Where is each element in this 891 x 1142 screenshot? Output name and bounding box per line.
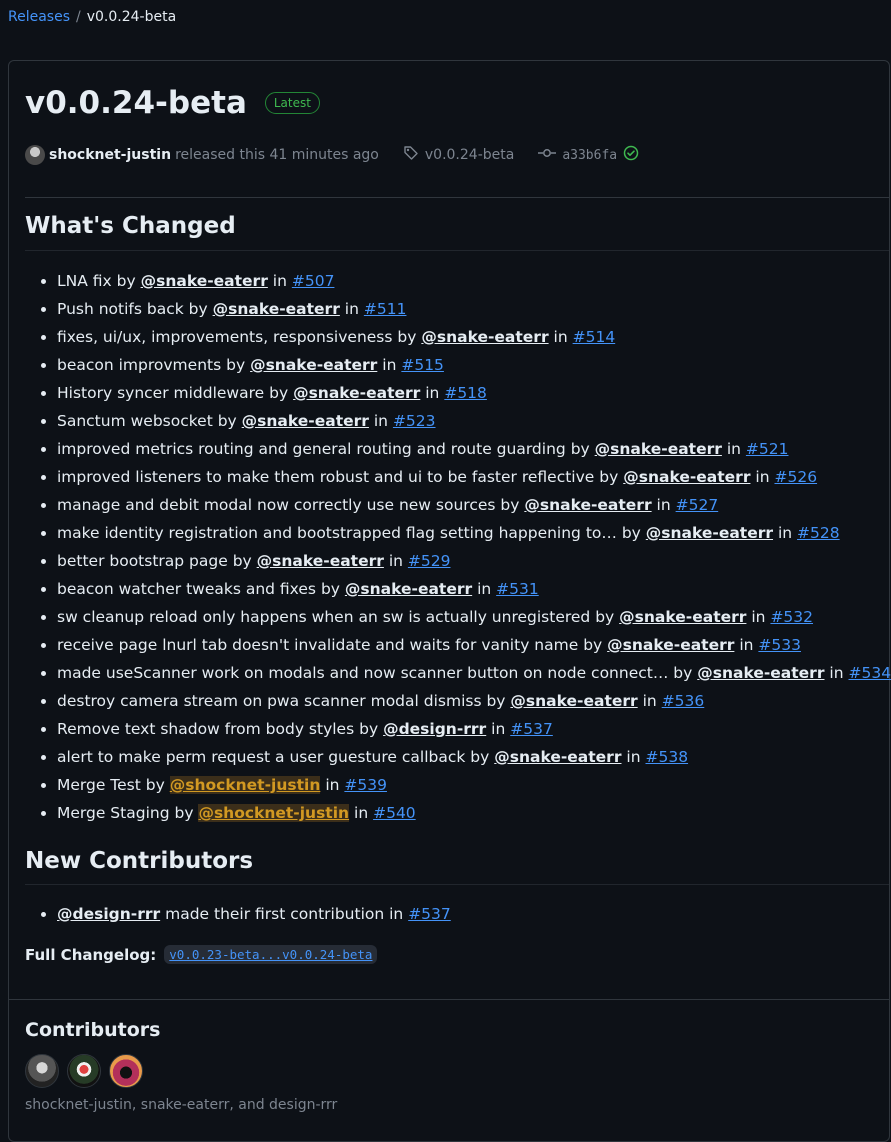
breadcrumb-current: v0.0.24-beta	[87, 9, 176, 25]
pr-link[interactable]: #528	[797, 524, 840, 542]
breadcrumb-releases-link[interactable]: Releases	[8, 9, 70, 25]
pr-link[interactable]: #537	[510, 720, 553, 738]
avatar[interactable]	[25, 1054, 59, 1088]
author-user-link[interactable]: @snake-eaterr	[421, 328, 548, 346]
list-item	[57, 295, 891, 323]
change-text: improved metrics routing and general routing and route guarding	[57, 440, 566, 458]
by-text: by	[359, 720, 378, 738]
author-user-link[interactable]: @snake-eaterr	[257, 552, 384, 570]
changelog-label: Full Changelog:	[25, 946, 156, 964]
contributor-names: shocknet-justin, snake-eaterr, and design-rrr	[25, 1097, 337, 1113]
author-user-link[interactable]: @snake-eaterr	[510, 692, 637, 710]
change-text: better bootstrap page	[57, 552, 228, 570]
by-text: by	[571, 440, 590, 458]
change-text: LNA fix	[57, 272, 112, 290]
pr-link[interactable]: #515	[401, 356, 444, 374]
change-text: manage and debit modal now correctly use new sources	[57, 496, 495, 514]
pr-link[interactable]: #536	[662, 692, 705, 710]
list-item	[57, 407, 891, 435]
changes-list	[25, 267, 891, 827]
change-text: Remove text shadow from body styles	[57, 720, 354, 738]
author-user-link[interactable]: @snake-eaterr	[293, 384, 420, 402]
in-text: in	[554, 328, 568, 346]
in-text: in	[829, 664, 843, 682]
contributors-heading: Contributors	[25, 1019, 160, 1041]
new-contributors-heading: New Contributors	[25, 848, 253, 874]
list-item	[57, 901, 451, 927]
by-text: by	[233, 552, 252, 570]
in-text: in	[643, 692, 657, 710]
in-text: in	[382, 356, 396, 374]
by-text: by	[622, 524, 641, 542]
pr-link[interactable]: #532	[770, 608, 813, 626]
change-text: made useScanner work on modals and now scanner button on node connect…	[57, 664, 668, 682]
by-text: by	[470, 748, 489, 766]
in-text: in	[739, 636, 753, 654]
tag-link[interactable]: v0.0.24-beta	[425, 147, 514, 163]
in-text: in	[755, 468, 769, 486]
by-text: by	[486, 692, 505, 710]
avatar[interactable]	[67, 1054, 101, 1088]
author-user-link[interactable]: @snake-eaterr	[595, 440, 722, 458]
pr-link[interactable]: #537	[408, 905, 451, 923]
pr-link[interactable]: #538	[646, 748, 689, 766]
pr-link[interactable]: #529	[408, 552, 451, 570]
new-contributors-list	[25, 901, 451, 927]
author-user-link[interactable]: @snake-eaterr	[607, 636, 734, 654]
change-text: beacon improvments	[57, 356, 221, 374]
pr-link[interactable]: #531	[496, 580, 539, 598]
list-item	[57, 743, 891, 771]
breadcrumb	[8, 9, 176, 25]
pr-link[interactable]: #514	[573, 328, 616, 346]
pr-link[interactable]: #526	[774, 468, 817, 486]
in-text: in	[425, 384, 439, 402]
divider	[9, 999, 889, 1000]
change-text: receive page lnurl tab doesn't invalidate and waits for vanity name	[57, 636, 578, 654]
pr-link[interactable]: #534	[849, 664, 891, 682]
pr-link[interactable]: #533	[758, 636, 801, 654]
by-text: by	[117, 272, 136, 290]
by-text: by	[673, 664, 692, 682]
by-text: by	[174, 804, 193, 822]
release-card	[8, 60, 890, 1142]
in-text: in	[345, 300, 359, 318]
by-text: by	[218, 412, 237, 430]
heading-underline	[25, 884, 889, 885]
avatar[interactable]	[109, 1054, 143, 1088]
change-text: improved listeners to make them robust and ui to be faster reflective	[57, 468, 594, 486]
pr-link[interactable]: #507	[292, 272, 335, 290]
changelog-compare-link[interactable]: v0.0.23-beta...v0.0.24-beta	[164, 945, 377, 964]
change-text: Merge Staging	[57, 804, 170, 822]
release-meta	[25, 145, 645, 165]
change-text: beacon watcher tweaks and fixes	[57, 580, 316, 598]
released-text: released this 41 minutes ago	[175, 147, 379, 163]
author-user-link[interactable]: @snake-eaterr	[697, 664, 824, 682]
list-item	[57, 463, 891, 491]
list-item	[57, 799, 891, 827]
author-user-link[interactable]: @shocknet-justin	[170, 776, 321, 794]
pr-link[interactable]: #539	[344, 776, 387, 794]
list-item	[57, 771, 891, 799]
author-user-link[interactable]: @snake-eaterr	[524, 496, 651, 514]
change-text: alert to make perm request a user guesture callback	[57, 748, 465, 766]
author-link[interactable]: shocknet-justin	[49, 147, 171, 163]
pr-link[interactable]: #523	[393, 412, 436, 430]
whats-changed-heading: What's Changed	[25, 213, 236, 239]
heading-underline	[25, 250, 889, 251]
author-user-link[interactable]: @design-rrr	[383, 720, 486, 738]
author-user-link[interactable]: @snake-eaterr	[213, 300, 340, 318]
author-user-link[interactable]: @snake-eaterr	[646, 524, 773, 542]
list-item	[57, 547, 891, 575]
change-text: make identity registration and bootstrapped flag setting happening to…	[57, 524, 617, 542]
list-item	[57, 379, 891, 407]
author-user-link[interactable]: @snake-eaterr	[494, 748, 621, 766]
full-changelog	[25, 945, 377, 964]
by-text: by	[321, 580, 340, 598]
pr-link[interactable]: #511	[364, 300, 407, 318]
change-text: destroy camera stream on pwa scanner modal dismiss	[57, 692, 482, 710]
in-text: in	[751, 608, 765, 626]
pr-link[interactable]: #540	[373, 804, 416, 822]
author-user-link[interactable]: @snake-eaterr	[345, 580, 472, 598]
in-text: in	[325, 776, 339, 794]
in-text: in	[389, 552, 403, 570]
list-item	[57, 715, 891, 743]
by-text: by	[583, 636, 602, 654]
release-title[interactable]: v0.0.24-beta	[25, 85, 247, 121]
by-text: by	[146, 776, 165, 794]
by-text: by	[226, 356, 245, 374]
author-user-link[interactable]: @snake-eaterr	[141, 272, 268, 290]
in-text: in	[657, 496, 671, 514]
contributor-avatars	[25, 1054, 143, 1088]
list-item	[57, 351, 891, 379]
check-circle-icon[interactable]	[623, 145, 639, 165]
change-text: fixes, ui/ux, improvements, responsiveness	[57, 328, 392, 346]
by-text: by	[599, 468, 618, 486]
author-user-link[interactable]: @snake-eaterr	[619, 608, 746, 626]
commit-icon	[538, 145, 556, 165]
in-text: in	[727, 440, 741, 458]
by-text: by	[500, 496, 519, 514]
pr-link[interactable]: #518	[444, 384, 487, 402]
in-text: in	[778, 524, 792, 542]
list-item	[57, 323, 891, 351]
by-text: by	[269, 384, 288, 402]
in-text: in	[626, 748, 640, 766]
list-item	[57, 491, 891, 519]
by-text: by	[595, 608, 614, 626]
change-text: History syncer middleware	[57, 384, 264, 402]
change-text: Sanctum websocket	[57, 412, 213, 430]
list-item	[57, 687, 891, 715]
by-text: by	[189, 300, 208, 318]
list-item	[57, 435, 891, 463]
author-avatar[interactable]	[25, 145, 45, 165]
tag-icon	[403, 145, 419, 165]
author-user-link[interactable]: @snake-eaterr	[242, 412, 369, 430]
in-text: in	[491, 720, 505, 738]
pr-link[interactable]: #527	[676, 496, 719, 514]
list-item	[57, 603, 891, 631]
contribution-text: made their first contribution in	[165, 905, 403, 923]
change-text: Push notifs back	[57, 300, 184, 318]
commit-link[interactable]: a33b6fa	[562, 148, 617, 163]
change-text: sw cleanup reload only happens when an sw is actually unregistered	[57, 608, 590, 626]
in-text: in	[273, 272, 287, 290]
divider	[25, 197, 889, 198]
contributor-user-link[interactable]: @design-rrr	[57, 905, 160, 923]
author-user-link[interactable]: @snake-eaterr	[623, 468, 750, 486]
list-item	[57, 267, 891, 295]
list-item	[57, 575, 891, 603]
author-user-link[interactable]: @snake-eaterr	[250, 356, 377, 374]
list-item	[57, 519, 891, 547]
list-item	[57, 631, 891, 659]
breadcrumb-separator: /	[76, 9, 81, 25]
author-user-link[interactable]: @shocknet-justin	[198, 804, 349, 822]
pr-link[interactable]: #521	[746, 440, 789, 458]
by-text: by	[397, 328, 416, 346]
in-text: in	[374, 412, 388, 430]
change-text: Merge Test	[57, 776, 141, 794]
in-text: in	[477, 580, 491, 598]
in-text: in	[354, 804, 368, 822]
list-item	[57, 659, 891, 687]
latest-badge: Latest	[265, 92, 320, 114]
